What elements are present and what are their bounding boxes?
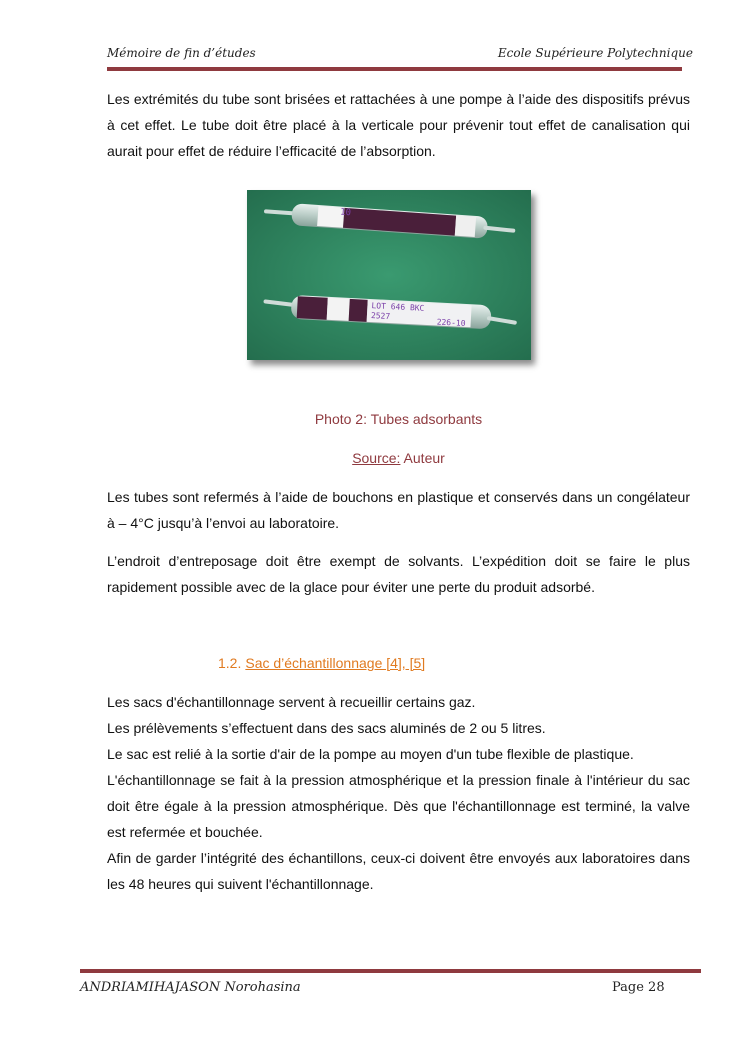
figure-source-label: Source:	[352, 450, 401, 466]
section-paragraph: Afin de garder l’intégrité des échantillons, ceux-ci doivent être envoyés aux laboratoires dans les 48 heures qui suivent l'échantillonnage.	[107, 850, 690, 892]
figure-caption: Photo 2: Tubes adsorbants	[314, 411, 483, 427]
section-paragraph: L'échantillonnage se fait à la pression atmosphérique et la pression finale à l'intérieur du sac doit être égale à la pression atmosphérique. Dès que l'échantillonnage est terminé, la valve est refermée et bouchée.	[107, 772, 690, 840]
section-line: Les prélèvements s’effectuent dans des sacs aluminés de 2 ou 5 litres.	[107, 720, 546, 736]
header-title-right: Ecole Supérieure Polytechnique	[497, 46, 693, 60]
section-heading	[218, 655, 425, 671]
header-divider	[107, 67, 682, 71]
tube-bottom-label-1: LOT 646 BKC	[371, 301, 425, 313]
figure-source	[0, 450, 745, 466]
figure-source-value: Auteur	[400, 450, 445, 466]
footer-page-number: Page 28	[612, 980, 665, 995]
footer-divider	[80, 969, 701, 973]
section-line: Les sacs d'échantillonnage servent à recueillir certains gaz.	[107, 694, 476, 710]
paragraph-tube-ends: Les extrémités du tube sont brisées et rattachées à une pompe à l’aide des dispositifs prévus à cet effet. Le tube doit être placé à la verticale pour prévenir tout effet de canalisation qui aurait pour effet de réduire l’efficacité de l’absorption.	[107, 91, 690, 159]
section-number: 1.2.	[218, 655, 242, 671]
paragraph-tube-storage: Les tubes sont refermés à l’aide de bouchons en plastique et conservés dans un congélateur à – 4°C jusqu’à l’envoi au laboratoire.	[107, 489, 690, 531]
photo-adsorbent-tubes	[247, 190, 531, 360]
paragraph-shipping: L’endroit d’entreposage doit être exempt de solvants. L’expédition doit se faire le plus rapidement possible avec de la glace pour éviter une perte du produit adsorbé.	[107, 553, 690, 595]
header-title-left: Mémoire de fin d’études	[107, 46, 256, 60]
footer-author: ANDRIAMIHAJASON Norohasina	[80, 980, 301, 995]
section-title: Sac d’échantillonnage [4], [5]	[245, 655, 426, 671]
section-line: Le sac est relié à la sortie d'air de la pompe au moyen d'un tube flexible de plastique.	[107, 746, 634, 762]
tube-top-label: 10	[339, 207, 352, 219]
tube-bottom-label-2: 2527	[370, 311, 391, 322]
tube-bottom-label-3: 226-10	[436, 317, 466, 329]
